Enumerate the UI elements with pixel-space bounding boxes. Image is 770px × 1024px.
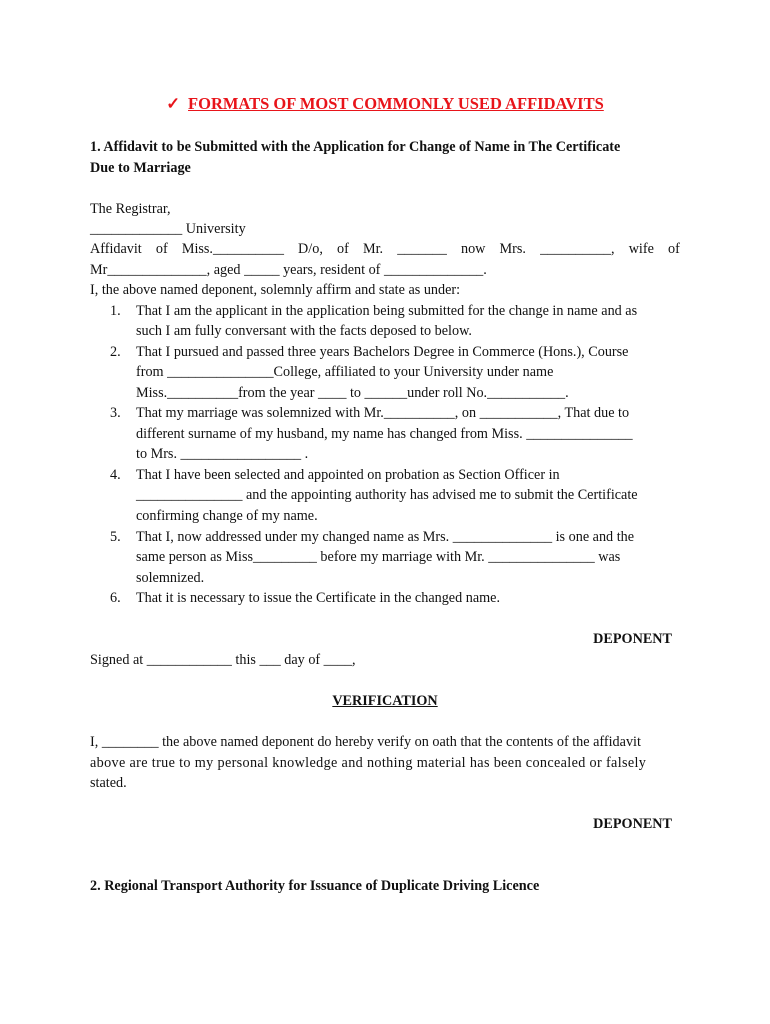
affidavit-word: Mrs.	[499, 241, 526, 257]
item-text-line: That I pursued and passed three years Bachelors Degree in Commerce (Hons.), Course	[136, 344, 629, 360]
item-text-line: solemnized.	[136, 570, 205, 586]
affidavit-word: __________,	[540, 241, 615, 257]
intro-statement: I, the above named deponent, solemnly affirm and state as under:	[90, 282, 461, 298]
affidavit-of-line	[90, 239, 680, 259]
affidavit-word: of	[668, 241, 680, 257]
item-number: 1.	[110, 303, 121, 319]
item-text-line: _______________ and the appointing authority has advised me to submit the Certificate	[136, 487, 638, 503]
item-text-line: to Mrs. _________________ .	[136, 446, 309, 462]
signed-at-line: Signed at ____________ this ___ day of ____,	[90, 652, 356, 668]
affidavit-word: wife	[628, 241, 654, 257]
affidavit-word: Affidavit	[90, 241, 142, 257]
item-number: 6.	[110, 590, 121, 606]
affidavit-word: of	[155, 241, 168, 257]
item-text-line: different surname of my husband, my name has changed from Miss. _______________	[136, 426, 633, 442]
verification-text-line: I, ________ the above named deponent do hereby verify on oath that the contents of the affidavit	[90, 734, 641, 750]
affidavit-word: of	[337, 241, 349, 257]
item-text-line: confirming change of my name.	[136, 508, 318, 524]
deponent-label: DEPONENT	[593, 816, 672, 832]
section2-heading: 2. Regional Transport Authority for Issuance of Duplicate Driving Licence	[90, 878, 540, 894]
item-text-line: same person as Miss_________ before my marriage with Mr. _______________ was	[136, 549, 621, 565]
item-number: 4.	[110, 467, 121, 483]
item-text-line: That it is necessary to issue the Certificate in the changed name.	[136, 590, 501, 606]
item-text-line: such I am fully conversant with the facts deposed to below.	[136, 323, 472, 339]
affidavit-word: Miss.__________	[181, 241, 284, 257]
item-text-line: That I have been selected and appointed on probation as Section Officer in	[136, 467, 560, 483]
section1-heading-line2: Due to Marriage	[90, 160, 191, 176]
affidavit-word: now	[460, 241, 486, 257]
mr-details-line: Mr______________, aged _____ years, resident of ______________.	[90, 262, 487, 278]
item-number: 3.	[110, 405, 121, 421]
affidavit-word: _______	[397, 241, 447, 257]
address-line-1: The Registrar,	[90, 201, 171, 217]
affidavit-word: D/o,	[298, 241, 323, 257]
document-title	[0, 94, 770, 114]
item-text-line: That my marriage was solemnized with Mr.__________, on ___________, That due to	[136, 405, 630, 421]
document-title-text: FORMATS OF MOST COMMONLY USED AFFIDAVITS	[188, 94, 604, 113]
affidavit-word: Mr.	[362, 241, 384, 257]
item-number: 5.	[110, 529, 121, 545]
address-line-2: _____________ University	[90, 221, 246, 237]
section1-heading-line1: 1. Affidavit to be Submitted with the Application for Change of Name in The Certificate	[90, 139, 621, 155]
verification-text-line: above are true to my personal knowledge and nothing material has been concealed or falsely	[90, 755, 647, 771]
verification-text-line: stated.	[90, 775, 127, 791]
verification-heading: VERIFICATION	[332, 693, 438, 709]
check-mark-icon: ✓	[166, 94, 181, 113]
item-text-line: That I, now addressed under my changed name as Mrs. ______________ is one and the	[136, 529, 635, 545]
deponent-label: DEPONENT	[593, 631, 672, 647]
item-text-line: That I am the applicant in the application being submitted for the change in name and as	[136, 303, 638, 319]
item-text-line: from _______________College, affiliated to your University under name	[136, 364, 554, 380]
item-number: 2.	[110, 344, 121, 360]
item-text-line: Miss.__________from the year ____ to ______under roll No.___________.	[136, 385, 569, 401]
